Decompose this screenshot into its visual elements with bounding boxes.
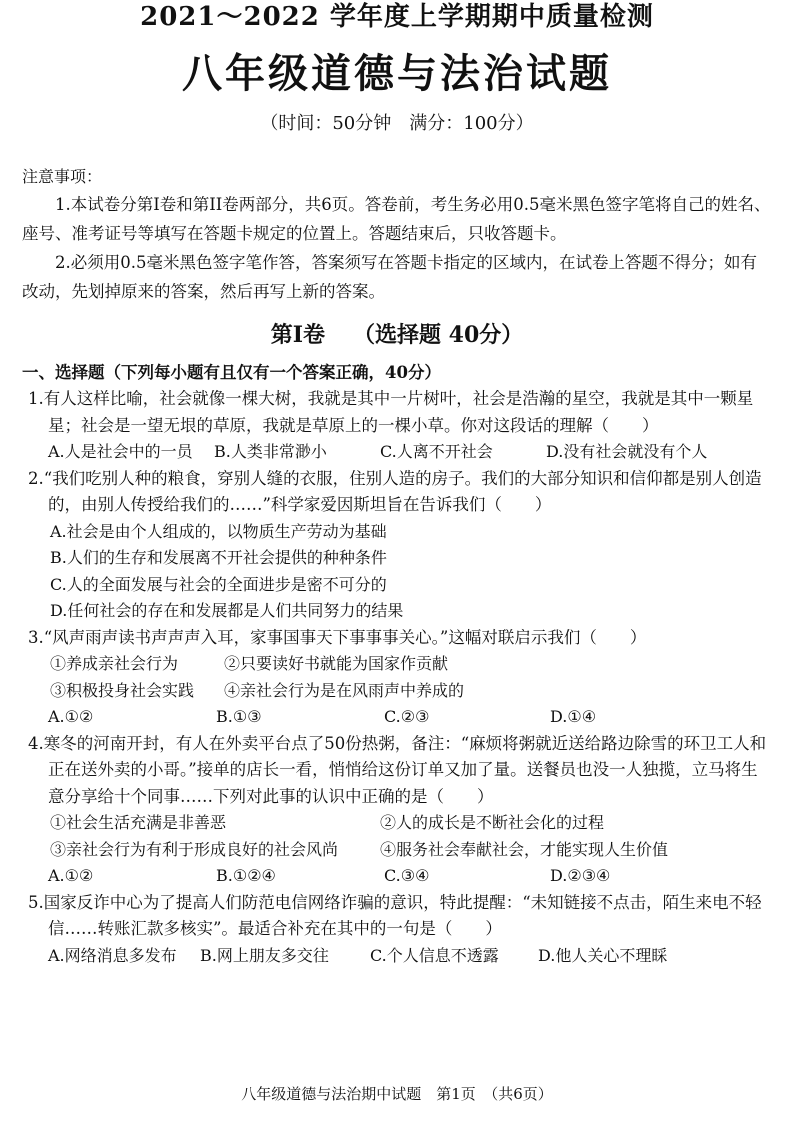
question-1: [22, 386, 772, 466]
option-row: [22, 439, 772, 466]
option-d: D.他人关心不理睬: [538, 945, 668, 965]
option-a: A.社会是由个人组成的，以物质生产劳动为基础: [50, 521, 387, 541]
option-row: [22, 943, 772, 970]
question-stem: 2.“我们吃别人种的粮食，穿别人缝的衣服，住别人造的房子。我们的大部分知识和信仰都是别人创造的，由别人传授给我们的……”科学家爱因斯坦旨在告诉我们（ ）: [28, 468, 762, 514]
option-c: C.人离不开社会: [380, 442, 493, 461]
option-a: A.人是社会中的一员: [48, 442, 193, 461]
option-row: [22, 863, 772, 890]
option-c: C.人的全面发展与社会的全面进步是密不可分的: [50, 574, 387, 594]
question-2: [22, 466, 772, 625]
question-stem: 4.寒冬的河南开封，有人在外卖平台点了50份热粥，备注：“麻烦将粥就近送给路边除雪的环卫工人和正在送外卖的小哥。”接单的店长一看，悄悄给这份订单又加了量。送餐员也没一人独揽，立马将生意分享给十个同事……下列对此事的认识中正确的是（ ）: [28, 733, 767, 806]
statement-3: ③积极投身社会实践: [50, 680, 195, 700]
notes-heading: 注意事项：: [22, 167, 103, 186]
option-row: [22, 704, 772, 731]
note-item-1: 1.本试卷分第Ⅰ卷和第II卷两部分，共6页。答卷前，考生务必用0.5毫米黑色签字笔将自己的姓名、座号、准考证号等填写在答题卡规定的位置上。答题结束后，只收答题卡。: [22, 195, 771, 243]
statement-2: ②只要读好书就能为国家作贡献: [224, 654, 449, 673]
statement-3: ③亲社会行为有利于形成良好的社会风尚: [50, 839, 339, 859]
option-c: C.个人信息不透露: [370, 945, 499, 965]
question-5: [22, 890, 772, 970]
question-stem: 3.“风声雨声读书声声声入耳，家事国事天下事事事关心。”这幅对联启示我们（ ）: [28, 627, 647, 647]
statement-row: [22, 678, 772, 705]
exam-subject-title: 八年级道德与法治试题: [182, 50, 612, 97]
question-stem: 5.国家反诈中心为了提高人们防范电信网络诈骗的意识，特此提醒：“未知链接不点击，陌生来电不轻信……转账汇款多核实”。最适合补充在其中的一句是（ ）: [28, 892, 762, 938]
option-b: B.①②④: [216, 866, 276, 885]
option-c: C.②③: [384, 707, 430, 726]
option-a: A.①②: [48, 866, 94, 885]
option-d: D.没有社会就没有个人: [546, 442, 708, 461]
statement-2: ②人的成长是不断社会化的过程: [380, 813, 605, 832]
section-label: 第Ⅰ卷: [270, 322, 325, 348]
statement-1: ①社会生活充满是非善恶: [50, 813, 227, 832]
option-c: C.③④: [384, 866, 430, 885]
option-b: B.①③: [216, 707, 262, 726]
option-a: A.网络消息多发布: [48, 945, 177, 965]
question-3: [22, 625, 772, 731]
option-b: B.人们的生存和发展离不开社会提供的种种条件: [50, 548, 387, 567]
statement-row: [22, 837, 772, 864]
option-a: A.①②: [48, 707, 94, 726]
question-4: [22, 731, 772, 890]
option-b: B.网上朋友多交往: [200, 945, 329, 965]
statement-4: ④亲社会行为是在风雨声中养成的: [224, 680, 465, 700]
statement-1: ①养成亲社会行为: [50, 654, 179, 673]
exam-period-title: 2021～2022 学年度上学期期中质量检测: [140, 2, 654, 32]
option-d: D.任何社会的存在和发展都是人们共同努力的结果: [50, 601, 404, 620]
section-subtitle: （选择题 40分）: [353, 322, 524, 348]
statement-row: [22, 810, 772, 837]
section-title: [22, 318, 772, 352]
note-item-2: 2.必须用0.5毫米黑色签字笔作答，答案须写在答题卡指定的区域内，在试卷上答题不得分；如有改动，先划掉原来的答案，然后再写上新的答案。: [22, 253, 757, 301]
option-d: D.①④: [550, 707, 597, 726]
statement-row: [22, 651, 772, 678]
page-footer: 八年级道德与法治期中试题 第1页 （共6页）: [241, 1085, 553, 1103]
option-d: D.②③④: [550, 866, 611, 885]
statement-4: ④服务社会奉献社会，才能实现人生价值: [380, 839, 669, 859]
part-heading: 一、选择题（下列每小题有且仅有一个答案正确，40分）: [22, 363, 441, 382]
option-b: B.人类非常渺小: [214, 442, 327, 461]
question-stem: 1.有人这样比喻，社会就像一棵大树，我就是其中一片树叶，社会是浩瀚的星空，我就是其中一颗星星；社会是一望无垠的草原，我就是草原上的一棵小草。你对这段话的理解（ ）: [28, 389, 754, 435]
time-score-info: （时间：50分钟 满分：100分）: [260, 113, 534, 134]
